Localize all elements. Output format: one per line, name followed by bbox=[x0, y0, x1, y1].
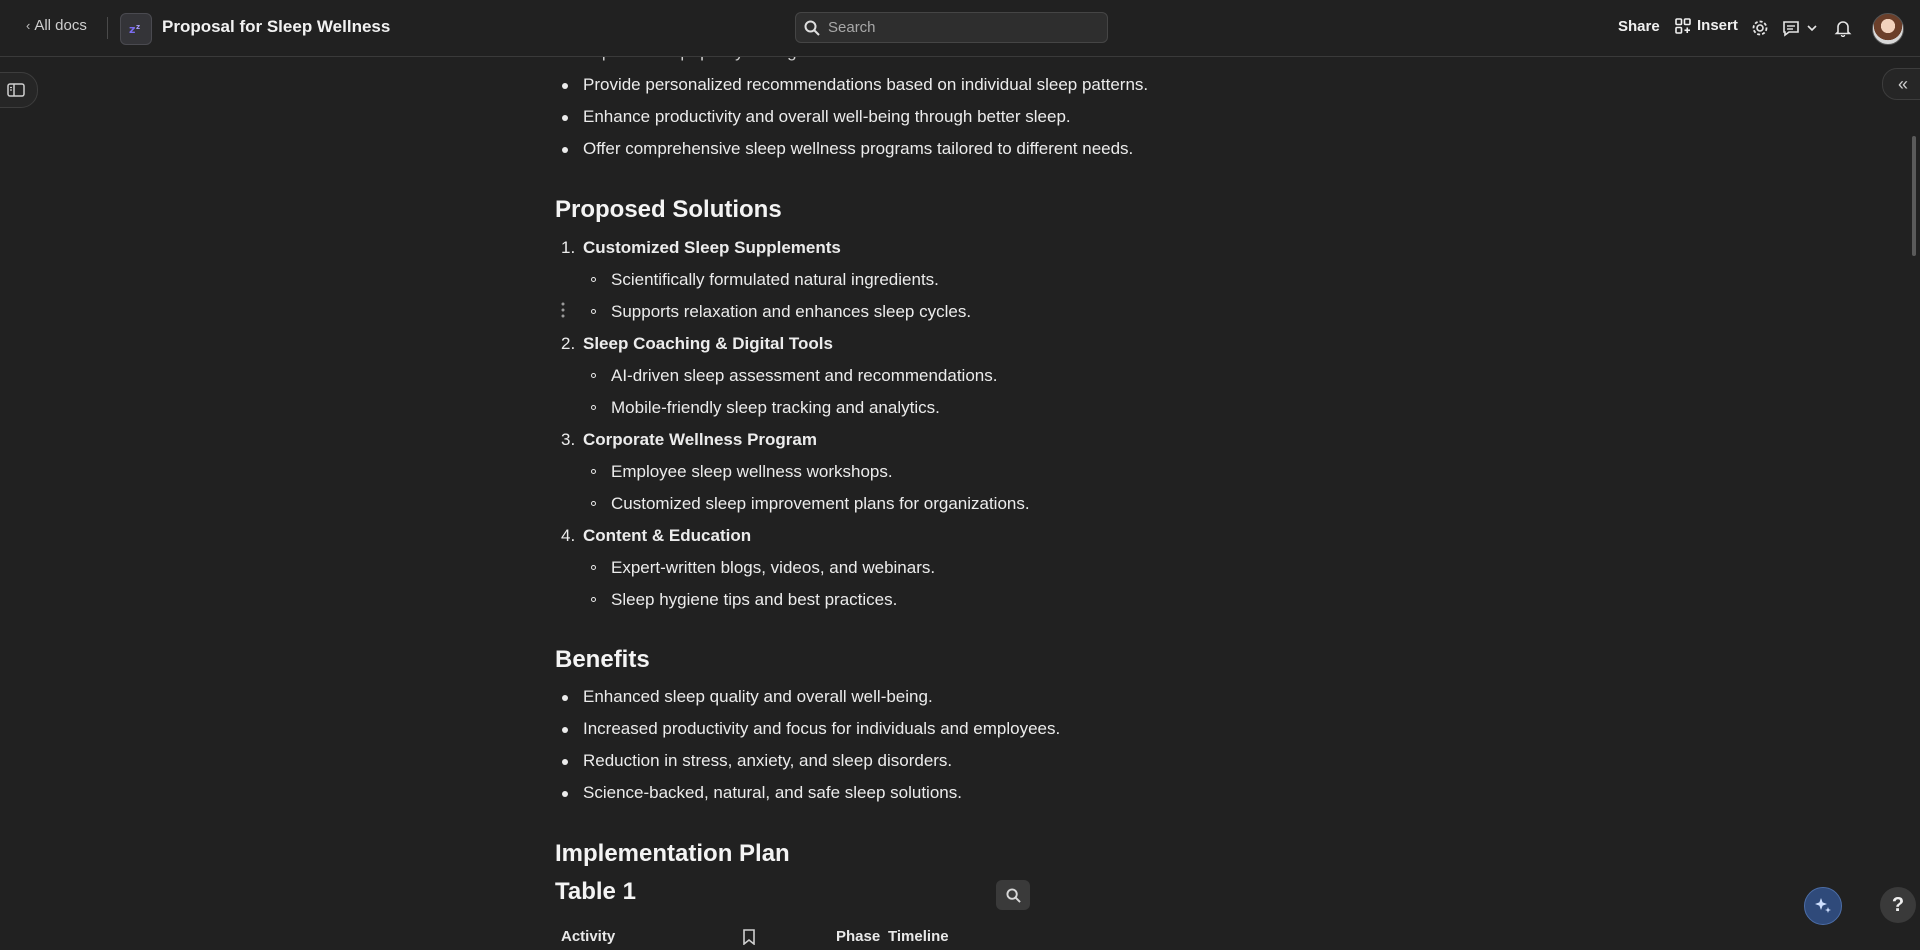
search-input[interactable] bbox=[826, 18, 1100, 37]
list-number: 3. bbox=[561, 430, 576, 449]
list-item[interactable]: Customized sleep improvement plans for organizations. bbox=[611, 494, 1030, 513]
scrollbar-thumb[interactable] bbox=[1912, 136, 1916, 256]
search-icon bbox=[804, 20, 820, 36]
svg-text:z: z bbox=[136, 23, 141, 31]
section-heading[interactable]: Proposed Solutions bbox=[555, 196, 782, 223]
table-search-button[interactable] bbox=[996, 880, 1030, 910]
section-heading[interactable]: Implementation Plan bbox=[555, 840, 790, 867]
avatar[interactable] bbox=[1872, 13, 1904, 45]
sub-bullet-marker bbox=[591, 565, 596, 570]
search-box[interactable] bbox=[795, 12, 1108, 43]
bullet-marker bbox=[562, 83, 568, 89]
all-docs-link[interactable] bbox=[26, 17, 87, 34]
bullet-marker bbox=[562, 695, 568, 701]
list-item[interactable]: Enhanced sleep quality and overall well-being. bbox=[583, 687, 933, 706]
column-header-timeline[interactable]: Timeline bbox=[888, 928, 949, 945]
bullet-marker bbox=[562, 791, 568, 797]
chevron-down-icon[interactable] bbox=[1805, 17, 1819, 39]
section-heading[interactable]: Benefits bbox=[555, 646, 650, 673]
list-item[interactable]: Reduction in stress, anxiety, and sleep disorders. bbox=[583, 751, 953, 770]
sidebar-toggle-button[interactable] bbox=[0, 72, 38, 108]
divider bbox=[107, 17, 108, 39]
sub-bullet-marker bbox=[591, 309, 596, 314]
insert-button[interactable] bbox=[1675, 17, 1738, 34]
chevron-left-icon: ‹ bbox=[26, 18, 31, 33]
sub-bullet-marker bbox=[591, 373, 596, 378]
column-header-phase[interactable]: Phase bbox=[836, 928, 881, 945]
bell-icon[interactable] bbox=[1832, 17, 1854, 39]
all-docs-label: All docs bbox=[34, 17, 87, 34]
bullet-marker bbox=[562, 115, 568, 121]
list-item[interactable]: AI-driven sleep assessment and recommendations. bbox=[611, 366, 998, 385]
comment-icon[interactable] bbox=[1780, 17, 1802, 39]
sub-bullet-marker bbox=[591, 469, 596, 474]
sub-bullet-marker bbox=[591, 277, 596, 282]
solution-title[interactable]: Content & Education bbox=[583, 526, 752, 545]
list-item[interactable]: Offer comprehensive sleep wellness programs tailored to different needs. bbox=[583, 139, 1134, 158]
sidebar-icon bbox=[7, 83, 25, 97]
sub-bullet-marker bbox=[591, 405, 596, 410]
svg-text:z: z bbox=[129, 23, 136, 36]
bullet-marker bbox=[562, 147, 568, 153]
sleep-doc-icon[interactable] bbox=[120, 13, 152, 45]
top-bar bbox=[0, 0, 1920, 57]
list-number: 1. bbox=[561, 238, 576, 257]
list-number: 4. bbox=[561, 526, 576, 545]
help-icon: ? bbox=[1891, 893, 1905, 916]
column-header-activity[interactable]: Activity bbox=[561, 928, 616, 945]
solution-title[interactable]: Customized Sleep Supplements bbox=[583, 238, 841, 257]
list-item[interactable]: Employee sleep wellness workshops. bbox=[611, 462, 893, 481]
list-item[interactable]: Scientifically formulated natural ingredients. bbox=[611, 270, 939, 289]
sub-bullet-marker bbox=[591, 501, 596, 506]
list-item[interactable]: Expert-written blogs, videos, and webinars. bbox=[611, 558, 936, 577]
sparkle-icon bbox=[1813, 896, 1833, 916]
sub-bullet-marker bbox=[591, 597, 596, 602]
list-item[interactable]: Increased productivity and focus for individuals and employees. bbox=[583, 719, 1061, 738]
solution-title[interactable]: Corporate Wellness Program bbox=[583, 430, 817, 449]
solution-title[interactable]: Sleep Coaching & Digital Tools bbox=[583, 334, 833, 353]
list-item[interactable]: Supports relaxation and enhances sleep cycles. bbox=[611, 302, 972, 321]
doc-title[interactable]: Proposal for Sleep Wellness bbox=[162, 17, 391, 36]
table-title[interactable]: Table 1 bbox=[555, 878, 636, 905]
search-icon bbox=[1006, 888, 1021, 903]
list-item[interactable]: Science-backed, natural, and safe sleep solutions. bbox=[583, 783, 962, 802]
list-item[interactable]: Mobile-friendly sleep tracking and analytics. bbox=[611, 398, 940, 417]
gear-icon[interactable] bbox=[1749, 17, 1771, 39]
help-button[interactable] bbox=[1880, 887, 1916, 923]
drag-handle-icon[interactable] bbox=[560, 302, 566, 323]
list-item[interactable]: Provide personalized recommendations based on individual sleep patterns. bbox=[583, 75, 1149, 94]
list-item[interactable]: Enhance productivity and overall well-being through better sleep. bbox=[583, 107, 1071, 126]
list-item[interactable]: Sleep hygiene tips and best practices. bbox=[611, 590, 898, 609]
ai-assistant-button[interactable] bbox=[1804, 887, 1842, 925]
grid-plus-icon bbox=[1675, 18, 1691, 34]
bullet-marker bbox=[562, 759, 568, 765]
bookmark-icon[interactable] bbox=[743, 929, 755, 950]
insert-label: Insert bbox=[1697, 17, 1738, 34]
list-number: 2. bbox=[561, 334, 576, 353]
share-button[interactable]: Share bbox=[1618, 18, 1660, 35]
double-chevron-left-icon: « bbox=[1897, 73, 1908, 94]
bullet-marker bbox=[562, 727, 568, 733]
